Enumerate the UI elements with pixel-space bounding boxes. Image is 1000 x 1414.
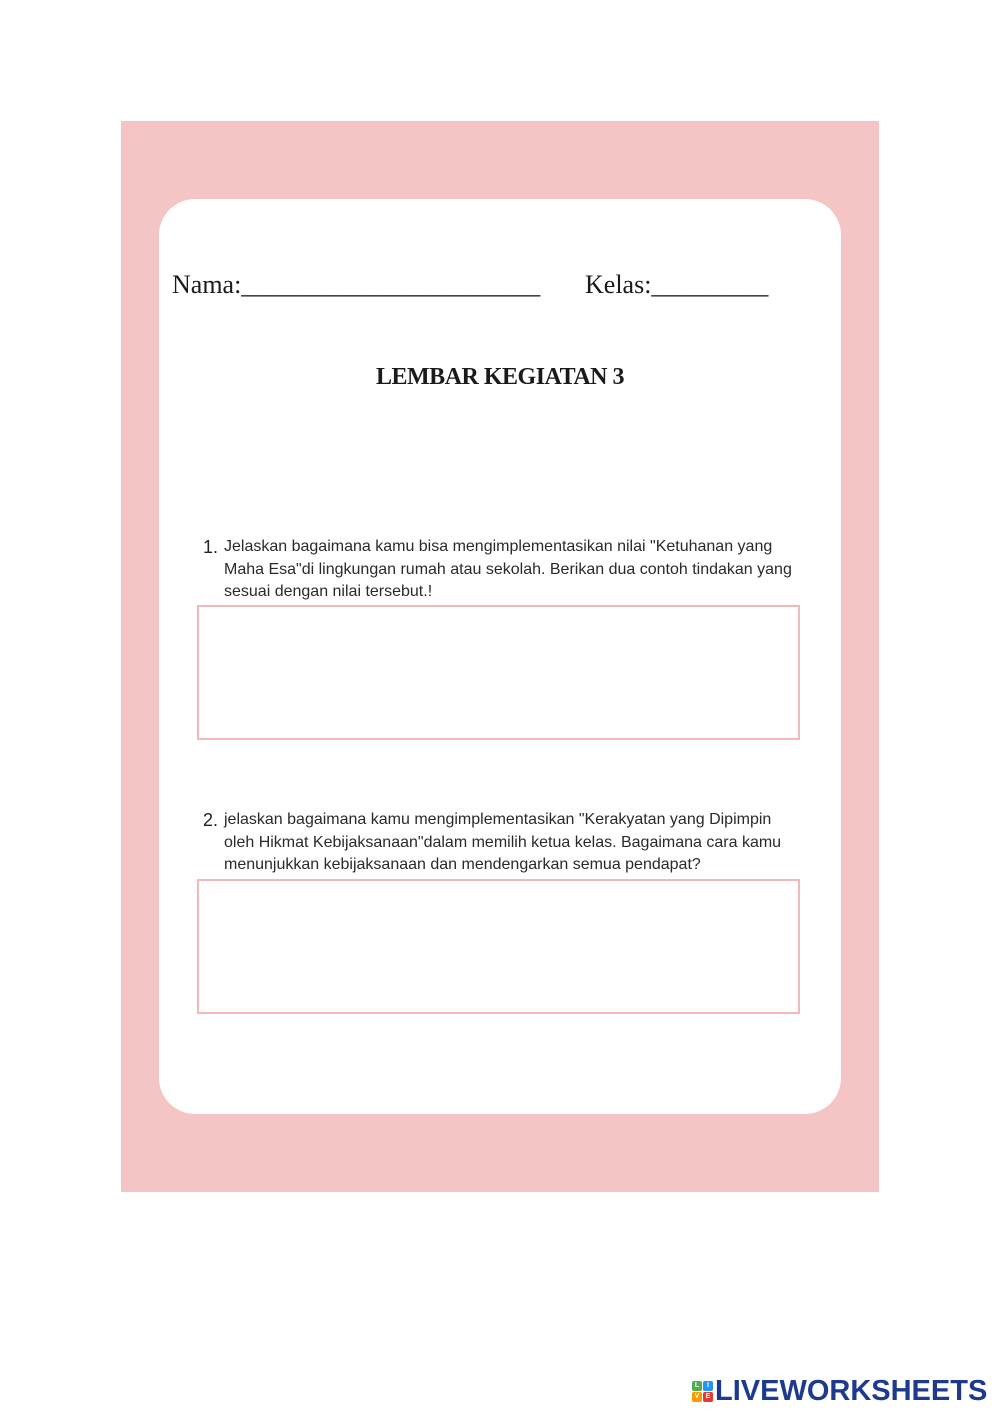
- page-title: LEMBAR KEGIATAN 3: [376, 364, 624, 390]
- answer-box-2[interactable]: [197, 879, 800, 1014]
- brand-name: LIVEWORKSHEETS: [715, 1374, 988, 1407]
- question-text: jelaskan bagaimana kamu mengimplementasikan "Kerakyatan yang Dipimpin oleh Hikmat Kebijaksanaan"dalam memilih ketua kelas. Bagaimana cara kamu menunjukkan kebijaksanaan dan mendengarkan semua pendapat?: [224, 811, 782, 873]
- question-number: 2.: [203, 810, 219, 830]
- answer-input-2[interactable]: [199, 881, 798, 1012]
- liveworksheets-brand: [692, 1376, 987, 1406]
- class-field-label: Kelas:_________: [585, 270, 769, 299]
- name-field-label: Nama:_______________________: [172, 270, 541, 299]
- answer-input-1[interactable]: [199, 607, 798, 738]
- question-number: 1.: [203, 537, 219, 557]
- question-text: Jelaskan bagaimana kamu bisa mengimplementasikan nilai "Ketuhanan yang Maha Esa"di lingkungan rumah atau sekolah. Berikan dua contoh tindakan yang sesuai dengan nilai tersebut.!: [224, 538, 792, 600]
- liveworksheets-logo-icon: L I V E: [692, 1381, 713, 1402]
- answer-box-1[interactable]: [197, 605, 800, 740]
